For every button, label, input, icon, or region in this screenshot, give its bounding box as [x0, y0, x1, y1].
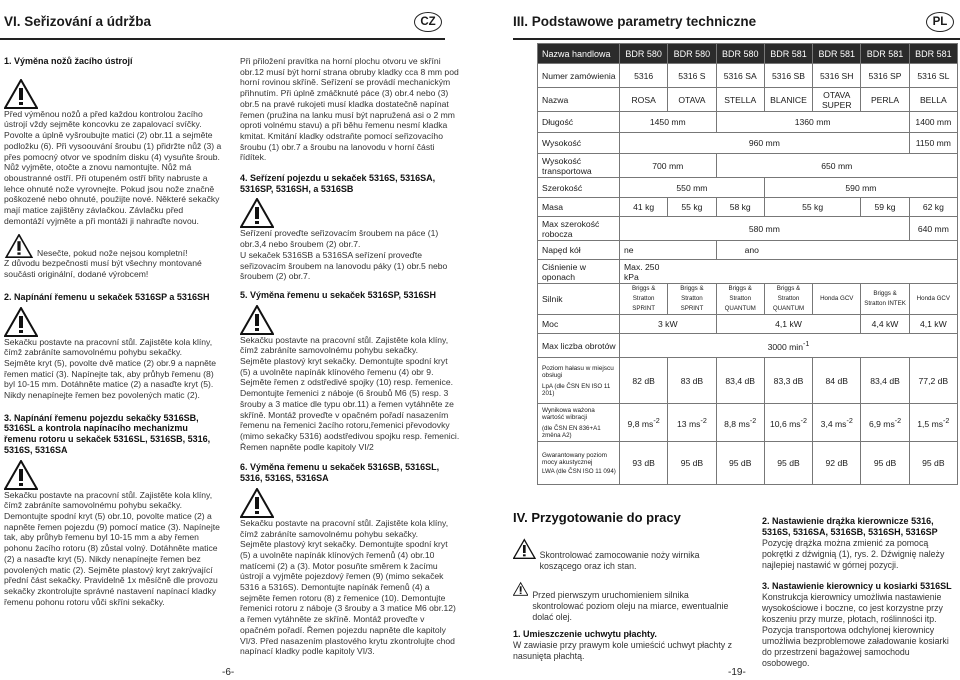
table-row	[538, 315, 958, 334]
warning-icon	[4, 234, 34, 258]
table-cell: STELLA	[716, 88, 764, 112]
table-cell: 590 mm	[764, 178, 957, 198]
table-cell: OTAVA SUPER	[813, 88, 861, 112]
table-cell: 5316 SP	[861, 64, 909, 88]
header-divider-right	[513, 38, 960, 40]
section-1-text: Povolte a úplně vyšroubujte matici (2) obr.11 a sejměte podložku (6). Při vysoouvání šroubu (1) přidržte nůž (3) a přes pomocný otvor ve spodním disku (4) vysuňte šroub. Nůž vyjměte, otočte a znovu namontujte. Nůž má oboustranné ostří. Při otupeném ostří břity nabruste a lehce ohnuté nože vyrovnejte. Pokud jsou nože značně poškozené nebo ohnuté, použijte nové. Některé sekačky mají matice zajištěny závlačkou. Závlačku před demontáží vyjměte a při montáži ji nahraďte novou.	[4, 130, 222, 226]
table-cell: 41 kg	[620, 198, 668, 217]
engine-cell: Briggs & Stratton QUANTUM	[716, 284, 764, 315]
rpm-value: 3000 min	[767, 341, 803, 352]
table-cell: 3,4 $ms^{-2}$	[813, 404, 861, 442]
table-cell: 1400 mm	[909, 112, 957, 133]
engine-cell: Honda GCV	[813, 284, 861, 315]
section-2-text: Sejměte kryt (5), povolte dvě matice (2) obr.9 a napněte řemen maticí (3). Napínejte tak, aby průhyb řemenu (8) byl 10-15 mm. Dotáhněte matice (2) a nasaďte kryt (5). Nikdy nenapínejte řemen bez povolených matic (2).	[4, 357, 217, 401]
column-4	[513, 536, 735, 662]
section-6-text: Sejměte plastový kryt sekačky. Demontujte spodní kryt (5) a uvolněte napínák klínových řemenů (4) obr.10 matícemi (2) a (3). Motor posuňte směrem k žacímu ústrojí a vyjměte pojezdový řemen (9) (mimo sekaček 5316 a 5316S). Demontujte napínák řemenů (4) a sejměte řemen rotoru (8) z řemenice (10). Demontujte řemenici rotoru z náboje (3 šrouby a 3 matice M6 obr.12) a řemen vytáhněte ze skříně. Montáž proveďte v opačném pořadí. Řemen pojezdu napněte dle kapitoly VI/3. Před nasazením plastového krytu zkontrolujte chod napínací kladky podle kapitoly VI/3.	[240, 539, 456, 657]
table-cell: BLANICE	[764, 88, 812, 112]
table-cell: 5316 SA	[716, 64, 764, 88]
table-cell: 55 kg	[668, 198, 716, 217]
section-2-title: 2. Napínání řemenu u sekaček 5316SP a 5316SH	[4, 291, 210, 302]
table-cell: 4,1 kW	[716, 315, 861, 334]
warning-text-1: Skontrolować zamocowanie noży wirnika koszącego oraz ich stan.	[539, 550, 700, 571]
section-iv-title: IV. Przygotowanie do pracy	[513, 510, 681, 525]
table-cell	[620, 260, 958, 284]
table-cell: 3 kW	[620, 315, 717, 334]
warning-icon	[240, 488, 274, 518]
section-6-warning: Sekačku postavte na pracovní stůl. Zajistěte kola klíny, čímž zabráníte samovolnému pohybu sekačky.	[240, 517, 449, 539]
table-cell: 84 dB	[813, 358, 861, 404]
table-cell: 5316 SB	[764, 64, 812, 88]
table-row	[538, 178, 958, 198]
row-label: Wysokość transportowa	[538, 154, 620, 178]
section-1-warning: Před výměnou nožů a před každou kontrolou žacího ústrojí vždy sejměte koncovku ze zapalovací svíčky.	[4, 108, 203, 130]
table-row	[538, 404, 958, 442]
table-cell: 3000 $\min^{-1}$	[620, 334, 958, 358]
row-label: Napęd kół	[538, 241, 620, 260]
section-3-continued: Při přiložení pravítka na horní plochu otvoru ve skříni obr.12 musí být horní strana obruby kladky cca 8 mm pod horní rovinou skříně. Seřízení se provádí mechanickým přihnutím. Při úplně zmáčknuté páce (3) obr.4 nebo (3) obr.5 na pravé rukojeti musí kladka dostatečně napínat řemen (pružina na lanku musí být napružená asi o 2 mm oproti volnému stavu) a při běhu řemenu nesmí kladka kmitat. Kmitání kladky odstraňte pomocí seřizovacího šroubu (1) obr.7 a šroubu na lanovodu v horní části řídítek.	[240, 56, 459, 163]
column-2	[240, 56, 460, 657]
row-label: Numer zamówienia	[538, 64, 620, 88]
section-6-title: 6. Výměna řemenu u sekaček 5316SB, 5316SL, 5316, 5316S, 5316SA	[240, 462, 440, 484]
table-cell: 1150 mm	[909, 133, 957, 154]
table-cell: 700 mm	[620, 154, 717, 178]
page-number-left: -6-	[222, 667, 235, 678]
table-cell: 58 kg	[716, 198, 764, 217]
subsection-3-title: 3. Nastawienie kierownicy u kosiarki 5316SL	[762, 581, 952, 591]
table-cell: 55 kg	[764, 198, 861, 217]
section-3-warning: Sekačku postavte na pracovní stůl. Zajistěte kola klíny, čímž zabráníte samovolnému pohybu sekačky.	[4, 489, 213, 511]
model-cell: BDR 581	[813, 44, 861, 64]
table-cell: 1360 mm	[716, 112, 909, 133]
row-label: Moc	[538, 315, 620, 334]
table-cell: 640 mm	[909, 217, 957, 241]
table-row	[538, 260, 958, 284]
row-label: Max liczba obrotów	[538, 334, 620, 358]
row-label: Masa	[538, 198, 620, 217]
table-cell: 95 dB	[668, 442, 716, 485]
engine-cell: Briggs & Stratton INTEK	[861, 284, 909, 315]
table-cell: 93 dB	[620, 442, 668, 485]
subsection-1-text: W zawiasie przy prawym kole umieścić uchwyt płachty z nasunięta płachtą.	[513, 640, 733, 661]
table-row	[538, 154, 958, 178]
warning-icon	[240, 198, 274, 228]
table-cell: 1,5 $ms^{-2}$	[909, 404, 957, 442]
table-row	[538, 284, 958, 315]
table-cell: 5316 SH	[813, 64, 861, 88]
table-row	[538, 133, 958, 154]
table-cell: 92 dB	[813, 442, 861, 485]
row-label: Silnik	[538, 284, 620, 315]
table-cell: 550 mm	[620, 178, 765, 198]
engine-cell: Briggs & Stratton SPRINT	[620, 284, 668, 315]
subsection-3-text: Konstrukcja kierownicy umożliwia nastawienie wysokościowe i boczne, co jest korzystne przy koszeniu przy murze, płotach, roślinności itp. Pozycja transportowa odchylonej kierownicy umożliwia bezproblemowe załadowanie kosiarki do przestrzeni bagażowej samochodu osobowego.	[762, 592, 949, 668]
table-cell: 95 dB	[764, 442, 812, 485]
table-cell: 95 dB	[716, 442, 764, 485]
language-badge-pl: PL	[926, 12, 954, 32]
section-1-text-2: Z důvodu bezpečnosti musí být všechny montované součásti originální, dodané výrobcem!	[4, 258, 202, 280]
table-cell: 83,4 dB	[861, 358, 909, 404]
warning-icon	[4, 307, 38, 337]
table-cell: 960 mm	[620, 133, 910, 154]
table-cell: 5316 S	[668, 64, 716, 88]
warning-icon	[4, 460, 38, 490]
subsection-2-text: Pozycję drążka można zmienić za pomocą pokrętki z dźwignią (1), rys. 2. Dźwignię należy najlepiej nastawić w górnej pozycji.	[762, 538, 945, 570]
model-cell: BDR 580	[668, 44, 716, 64]
table-row	[538, 358, 958, 404]
table-row	[538, 217, 958, 241]
table-cell: 6,9 $ms^{-2}$	[861, 404, 909, 442]
table-cell: 9,8 $ms^{-2}$	[620, 404, 668, 442]
table-cell: 5316 SL	[909, 64, 957, 88]
section-4-warning: Seřízení proveďte seřizovacím šroubem na páce (1) obr.3,4 nebo šroubem (2) obr.7.	[240, 228, 439, 250]
section-5-title: 5. Výměna řemenu u sekaček 5316SP, 5316SH	[240, 289, 436, 300]
page-number-right: -19-	[728, 667, 746, 678]
page-title-left: VI. Seřizování a údržba	[4, 14, 152, 29]
engine-cell: Briggs & Stratton QUANTUM	[764, 284, 812, 315]
engine-cell: Briggs & Stratton SPRINT	[668, 284, 716, 315]
row-label: Gwarantowany poziom mocy akustycznej LWA (dle ČSN ISO 11 094)	[538, 442, 620, 485]
table-row	[538, 334, 958, 358]
table-cell: ano	[716, 241, 957, 260]
spec-table	[537, 43, 958, 485]
table-cell: 8,8 $ms^{-2}$	[716, 404, 764, 442]
table-cell: 83,3 dB	[764, 358, 812, 404]
section-5-warning: Sekačku postavte na pracovní stůl. Zajistěte kola klíny, čímž zabráníte samovolnému pohybu sekačky.	[240, 334, 449, 356]
model-cell: BDR 581	[909, 44, 957, 64]
table-cell: 650 mm	[716, 154, 957, 178]
row-label: Ciśnienie w oponach	[538, 260, 620, 284]
model-cell: BDR 581	[861, 44, 909, 64]
warning-icon	[513, 576, 528, 602]
row-label: Max szerokość robocza	[538, 217, 620, 241]
table-cell: 4,4 kW	[861, 315, 909, 334]
subsection-2-title: 2. Nastawienie drążka kierownicze 5316, 5316S, 5316SA, 5316SB, 5316SH, 5316SP	[762, 516, 938, 537]
table-cell: PERLA	[861, 88, 909, 112]
page-title-right: III. Podstawowe parametry techniczne	[513, 14, 757, 29]
section-4-text: U sekaček 5316SB a 5316SA seřízení proveďte seřizovacím šroubem na lanovodu páky (1) obr.5 nebo šroubem (2) obr.7.	[240, 249, 448, 282]
row-label: Długość	[538, 112, 620, 133]
table-cell: 580 mm	[620, 217, 910, 241]
table-cell: 13 $ms^{-2}$	[668, 404, 716, 442]
table-cell: 83 dB	[668, 358, 716, 404]
table-row	[538, 64, 958, 88]
warning-icon	[240, 305, 274, 335]
warning-text-2: Przed pierwszym uruchomieniem silnika skontrolować poziom oleju na miarce, ewentualnie dolać olej.	[532, 590, 729, 622]
table-cell: ROSA	[620, 88, 668, 112]
column-5	[762, 516, 958, 669]
table-cell: 82 dB	[620, 358, 668, 404]
row-label: Szerokość	[538, 178, 620, 198]
row-label: Nazwa	[538, 88, 620, 112]
table-row	[538, 442, 958, 485]
section-5-text: Sejměte plastový kryt sekačky. Demontujte spodní kryt (5) a uvolněte napínák klínového řemenu (4) obr 9. Sejměte řemen z odstředivé spojky (10) resp. řemenice. Demontujte řemenici z náboje (6 šroubů M6 (5) resp. 3 šrouby a 3 matice dle typu obr.11) a řemen vytáhněte ze skříně. Montáž proveďte v opačném pořadí nasazením řemenu na řemenici žacího rotoru,řemenici převodovky (mimo sekačky 5316) aodstředivou spojku resp. řemenici. Řemen napněte podle kapitoly VI/2	[240, 356, 460, 452]
table-cell: 77,2 dB	[909, 358, 957, 404]
section-1-title: 1. Výměna nožů žacího ústrojí	[4, 56, 133, 66]
table-cell: 83,4 dB	[716, 358, 764, 404]
pressure-value: Max. 250 kPa	[624, 261, 660, 282]
table-cell: OTAVA	[668, 88, 716, 112]
subsection-1-title: 1. Umieszczenie uchwytu płachty.	[513, 629, 657, 639]
table-cell: 62 kg	[909, 198, 957, 217]
table-row	[538, 198, 958, 217]
table-cell: 1450 mm	[620, 112, 717, 133]
section-1-warning-2: Nesečte, pokud nože nejsou kompletní!	[37, 247, 188, 258]
table-cell: 59 kg	[861, 198, 909, 217]
row-label: Wysokość	[538, 133, 620, 154]
table-row	[538, 112, 958, 133]
language-badge-cz: CZ	[414, 12, 442, 32]
table-row	[538, 44, 958, 64]
table-cell: 10,6 $ms^{-2}$	[764, 404, 812, 442]
table-cell: 95 dB	[861, 442, 909, 485]
model-cell: BDR 580	[716, 44, 764, 64]
warning-icon	[4, 79, 38, 109]
section-2-warning: Sekačku postavte na pracovní stůl. Zajistěte kola klíny, čímž zabráníte samovolnému pohybu sekačky.	[4, 336, 213, 358]
table-cell: 5316	[620, 64, 668, 88]
section-4-title: 4. Seřízení pojezdu u sekaček 5316S, 5316SA, 5316SP, 5316SH, a 5316SB	[240, 173, 436, 194]
table-row	[538, 88, 958, 112]
table-cell: 95 dB	[909, 442, 957, 485]
section-3-title: 3. Napínání řemenu pojezdu sekačky 5316SB, 5316SL a kontrola napínacího mechanizmu řemenu rotoru u sekaček 5316SL, 5316SB, 5316, 5316S, 5316SA	[4, 412, 211, 455]
table-cell: ne	[620, 241, 717, 260]
row-label: Poziom hałasu w miejscu obsługi LpA (dle ČSN EN ISO 11 201)	[538, 358, 620, 404]
model-cell: BDR 581	[764, 44, 812, 64]
row-label: Wynikowa ważona wartość wibracji (dle ČSN EN 836+A1 změna A2)	[538, 404, 620, 442]
table-cell: BELLA	[909, 88, 957, 112]
header-divider-left	[0, 38, 445, 40]
table-cell: 4,1 kW	[909, 315, 957, 334]
column-1	[4, 56, 222, 607]
section-3-text: Demontujte spodní kryt (5) obr.10, povolte matice (2) a napněte řemen pojezdu (9) pomocí matice (3). Napínejte tak, aby průhyb řemenu byl 10-15 mm a aby řemen pohonu žacího rotoru (8) zůstal volný. Dotáhněte matice (2) a nasaďte kryt (5). Nikdy nenapínejte řemen bez povolených matic (2). Sejměte plastový kryt zakrývající přední část sekačky. Pravidelně 1x měsíčně dle provozu sekačky zkontrolujte správné nastavení napínací kladky řemenu pohonu rotoru vůči skříni sekačky.	[4, 510, 220, 607]
model-cell: BDR 580	[620, 44, 668, 64]
warning-icon	[513, 536, 536, 562]
table-row	[538, 241, 958, 260]
table-header-label: Nazwa handlowa	[538, 44, 620, 64]
engine-cell: Honda GCV	[909, 284, 957, 315]
